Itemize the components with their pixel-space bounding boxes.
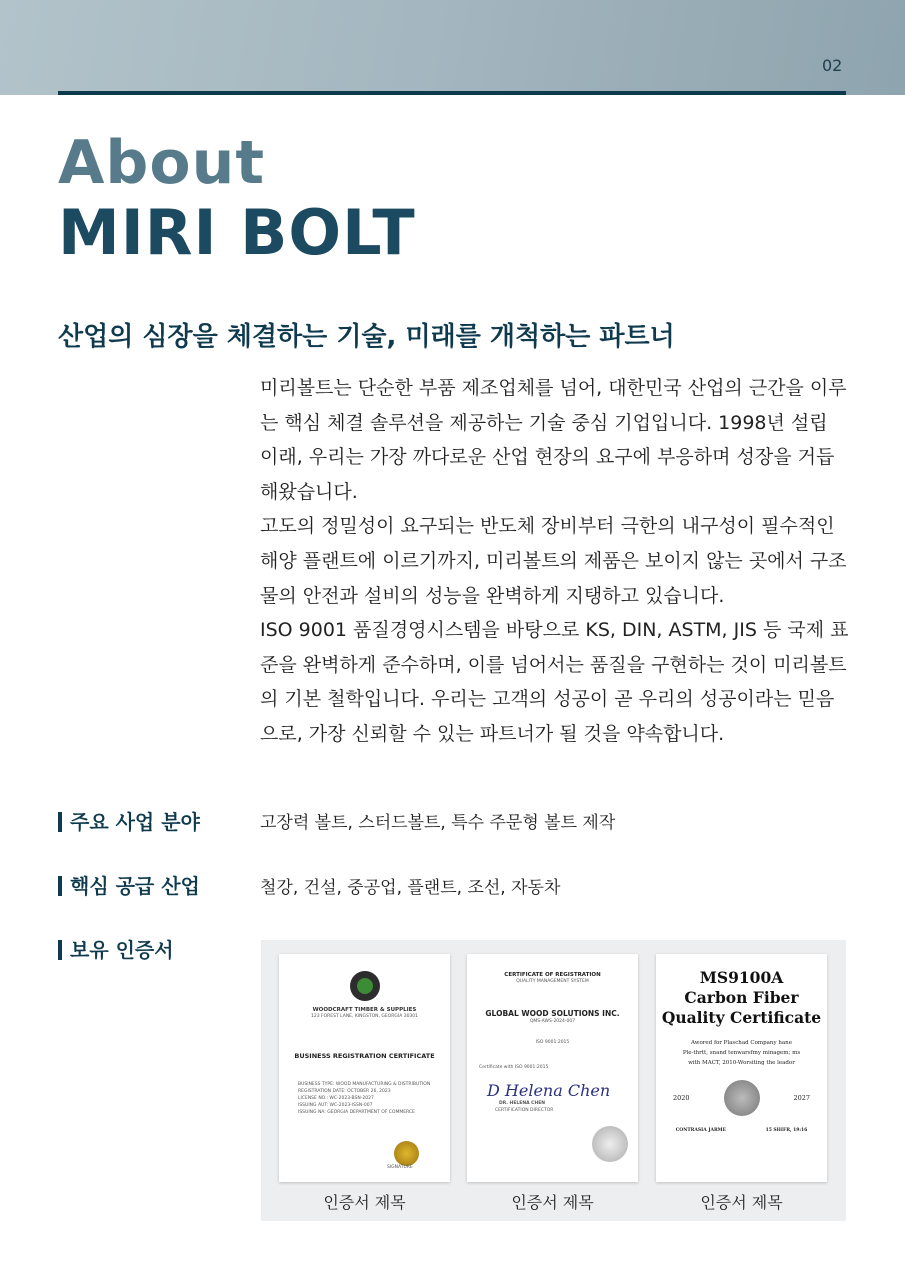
certificate-image-3[interactable] [656, 954, 827, 1182]
cert-award [656, 1038, 827, 1068]
cert-signature: SIGNATURE [387, 1165, 413, 1170]
cert-company: WOODCRAFT TIMBER & SUPPLIES [312, 1007, 417, 1013]
year-to: 2027 [793, 1094, 811, 1102]
page-number: 02 [822, 56, 843, 75]
label-text: 핵심 공급 산업 [70, 874, 200, 898]
cert-signer: CONTRASIA JARME [675, 1128, 727, 1133]
header-divider [58, 91, 846, 95]
value-core-industry: 철강, 건설, 중공업, 플랜트, 조선, 자동차 [260, 878, 561, 898]
cert-company: GLOBAL WOOD SOLUTIONS INC. [485, 1009, 620, 1018]
gold-seal-icon [394, 1141, 419, 1166]
cert-line: BUSINESS TYPE: WOOD MANUFACTURING & DISTRIBUTION [298, 1082, 431, 1087]
cert-signers [656, 1128, 827, 1133]
cert-line: with MACT, 2010-Worsiting the leador [688, 1060, 795, 1066]
paragraph: 미리볼트는 단순한 부품 제조업체를 넘어, 대한민국 산업의 근간을 이루는 핵심 체결 솔루션을 제공하는 기술 중심 기업입니다. 1998년 설립 이래, 우리는 가장 까다로운 산업 현장의 요구에 부응하며 성장을 거듭해왔습니다. [260, 377, 847, 503]
cert-code: QMS-AWS-2024-007 [529, 1019, 576, 1024]
cert-details [279, 1081, 450, 1116]
intro-text [260, 371, 850, 752]
label-bar [58, 812, 62, 832]
certificate-caption: 인증서 제목 [323, 1193, 406, 1212]
title-company: MIRI BOLT [58, 196, 416, 269]
value-business-field: 고장력 볼트, 스터드볼트, 특수 주문형 볼트 제작 [260, 813, 616, 833]
cert-title: BUSINESS REGISTRATION CERTIFICATE [294, 1052, 435, 1060]
cert-line: Ple-thrtt, snand tenwarsfmy minagem; ms [682, 1050, 801, 1056]
certificate-image-1[interactable] [279, 954, 450, 1182]
label-text: 보유 인증서 [70, 938, 174, 962]
certificate-caption: 인증서 제목 [511, 1193, 594, 1212]
paragraph: 고도의 정밀성이 요구되는 반도체 장비부터 극한의 내구성이 필수적인 해양 플랜트에 이르기까지, 미리볼트의 제품은 보이지 않는 곳에서 구조물의 안전과 설비의 성능을 완벽하게 지탱하고 있습니다. [260, 515, 847, 607]
label-text: 주요 사업 분야 [70, 810, 200, 834]
certificate-gallery [261, 940, 846, 1221]
label-bar [58, 940, 62, 960]
header-band [0, 0, 905, 95]
subtitle: 산업의 심장을 체결하는 기술, 미래를 개척하는 파트너 [58, 322, 675, 352]
certificate-caption: 인증서 제목 [700, 1193, 783, 1212]
cert-title [656, 968, 827, 1028]
cert-line: ISO 9001:2015 [535, 1040, 570, 1045]
label-core-industry [58, 870, 200, 899]
cert-signature: D Helena Chen [487, 1081, 611, 1100]
cert-heading: CERTIFICATE OF REGISTRATION [504, 972, 601, 978]
paragraph: ISO 9001 품질경영시스템을 바탕으로 KS, DIN, ASTM, JIS 등 국제 표준을 완벽하게 준수하며, 이를 넘어서는 품질을 구현하는 것이 미리볼트의 기본 철학입니다. 우리는 고객의 성공이 곧 우리의 성공이라는 믿음으로, 가장 신뢰할 수 있는 파트너가 될 것을 약속합니다. [260, 619, 849, 745]
label-certificates [58, 934, 174, 963]
cert-title-line: Quality Certificate [661, 1008, 822, 1027]
gear-tree-logo-icon [350, 971, 380, 1001]
emblem-seal-icon [724, 1080, 760, 1116]
certificate-image-2[interactable] [467, 954, 638, 1182]
cert-signer-title: CERTIFICATION DIRECTOR [495, 1108, 554, 1113]
cert-line: Awored for Plaschad Company hane [691, 1040, 792, 1046]
cert-line: LICENSE NO.: WC-2023-BSN-2027 [298, 1096, 374, 1101]
cert-title-line: Carbon Fiber [684, 988, 799, 1007]
cert-line: ISSUING AUT: WC-2023-ISSN-007 [298, 1103, 373, 1108]
cert-subheading: QUALITY MANAGEMENT SYSTEM [516, 979, 589, 984]
label-bar [58, 876, 62, 896]
cert-signer: DR. HELENA CHEN [499, 1101, 546, 1106]
cert-line: Certificate with ISO 9001:2015 [479, 1065, 549, 1070]
cert-address: 123 FOREST LANE, KINGSTON, GEORGIA 30301 [310, 1014, 419, 1019]
cert-line: ISSUING NA: GEORGIA DEPARTMENT OF COMMERCE [298, 1110, 415, 1115]
title-about: About [58, 128, 266, 198]
cert-years [656, 1080, 827, 1116]
silver-seal-icon [592, 1126, 628, 1162]
cert-signer: 15 SHIFR, 19:16 [765, 1128, 808, 1133]
year-from: 2020 [672, 1094, 690, 1102]
cert-title-line: MS9100A [699, 968, 784, 987]
cert-line: REGISTRATION DATE: OCTOBER 26, 2023 [298, 1089, 391, 1094]
label-business-field [58, 806, 200, 835]
